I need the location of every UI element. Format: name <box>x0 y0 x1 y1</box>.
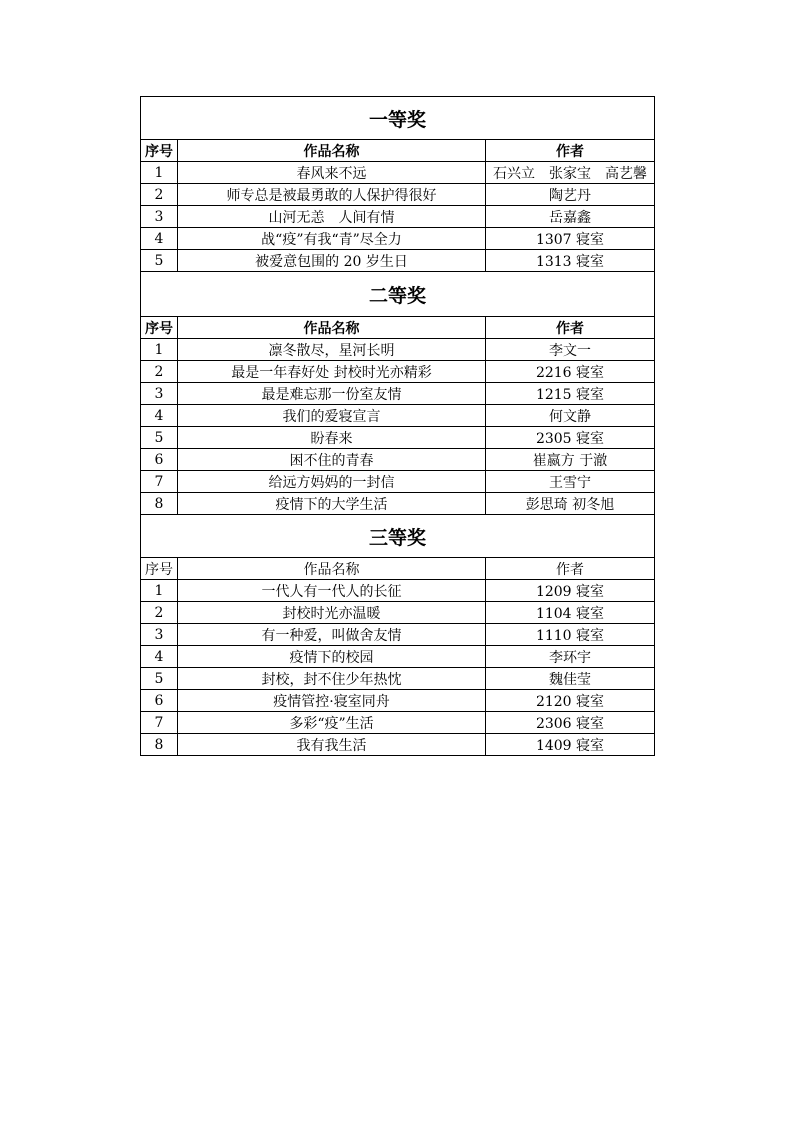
table-row <box>141 184 655 206</box>
table-row <box>141 602 655 624</box>
header-title: 作品名称 <box>178 317 486 339</box>
table-row <box>141 383 655 405</box>
second-prize-title: 二等奖 <box>141 272 655 317</box>
second-prize-header-row <box>141 317 655 339</box>
row-title: 疫情下的大学生活 <box>178 493 486 515</box>
second-prize-section-row <box>141 272 655 317</box>
row-title: 山河无恙 人间有情 <box>178 206 486 228</box>
row-author: 1209 寝室 <box>486 580 655 602</box>
row-title: 给远方妈妈的一封信 <box>178 471 486 493</box>
header-no: 序号 <box>141 558 178 580</box>
table-row <box>141 206 655 228</box>
table-row <box>141 646 655 668</box>
table-row <box>141 361 655 383</box>
row-title: 最是一年春好处 封校时光亦精彩 <box>178 361 486 383</box>
row-author: 1307 寝室 <box>486 228 655 250</box>
first-prize-title: 一等奖 <box>141 97 655 140</box>
row-author: 何文静 <box>486 405 655 427</box>
row-no: 8 <box>141 734 178 756</box>
row-no: 1 <box>141 580 178 602</box>
row-title: 疫情管控·寝室同舟 <box>178 690 486 712</box>
row-author: 岳嘉鑫 <box>486 206 655 228</box>
third-prize-section-row <box>141 515 655 558</box>
row-author: 石兴立 张家宝 高艺馨 <box>486 162 655 184</box>
table-row <box>141 668 655 690</box>
row-no: 4 <box>141 405 178 427</box>
row-author: 2306 寝室 <box>486 712 655 734</box>
row-no: 2 <box>141 602 178 624</box>
row-title: 春风来不远 <box>178 162 486 184</box>
row-author: 陶艺丹 <box>486 184 655 206</box>
row-no: 8 <box>141 493 178 515</box>
row-no: 3 <box>141 206 178 228</box>
first-prize-header-row <box>141 140 655 162</box>
row-title: 战“疫”有我“青”尽全力 <box>178 228 486 250</box>
row-title: 被爱意包围的 20 岁生日 <box>178 250 486 272</box>
row-no: 7 <box>141 712 178 734</box>
row-author: 王雪宁 <box>486 471 655 493</box>
awards-table <box>140 96 655 756</box>
header-author: 作者 <box>486 558 655 580</box>
row-title: 盼春来 <box>178 427 486 449</box>
table-row <box>141 449 655 471</box>
row-author: 李环宇 <box>486 646 655 668</box>
row-no: 6 <box>141 690 178 712</box>
row-no: 4 <box>141 646 178 668</box>
row-author: 1110 寝室 <box>486 624 655 646</box>
table-row <box>141 250 655 272</box>
header-author: 作者 <box>486 140 655 162</box>
row-author: 李文一 <box>486 339 655 361</box>
row-author: 2120 寝室 <box>486 690 655 712</box>
row-no: 7 <box>141 471 178 493</box>
row-title: 困不住的青春 <box>178 449 486 471</box>
row-author: 1104 寝室 <box>486 602 655 624</box>
table-row <box>141 405 655 427</box>
third-prize-header-row <box>141 558 655 580</box>
header-author: 作者 <box>486 317 655 339</box>
row-title: 封校，封不住少年热忱 <box>178 668 486 690</box>
row-no: 3 <box>141 383 178 405</box>
row-no: 4 <box>141 228 178 250</box>
table-row <box>141 162 655 184</box>
table-row <box>141 493 655 515</box>
table-row <box>141 734 655 756</box>
row-no: 2 <box>141 361 178 383</box>
row-title: 多彩“疫”生活 <box>178 712 486 734</box>
row-no: 2 <box>141 184 178 206</box>
row-author: 1409 寝室 <box>486 734 655 756</box>
row-author: 魏佳莹 <box>486 668 655 690</box>
row-no: 5 <box>141 427 178 449</box>
row-title: 有一种爱，叫做舍友情 <box>178 624 486 646</box>
table-row <box>141 471 655 493</box>
row-author: 2216 寝室 <box>486 361 655 383</box>
row-title: 疫情下的校园 <box>178 646 486 668</box>
third-prize-title: 三等奖 <box>141 515 655 558</box>
row-author: 2305 寝室 <box>486 427 655 449</box>
table-row <box>141 580 655 602</box>
row-title: 一代人有一代人的长征 <box>178 580 486 602</box>
row-no: 1 <box>141 339 178 361</box>
row-title: 我们的爱寝宣言 <box>178 405 486 427</box>
row-title: 凛冬散尽，星河长明 <box>178 339 486 361</box>
row-title: 最是难忘那一份室友情 <box>178 383 486 405</box>
table-row <box>141 228 655 250</box>
row-no: 5 <box>141 250 178 272</box>
row-author: 1313 寝室 <box>486 250 655 272</box>
row-no: 1 <box>141 162 178 184</box>
header-title: 作品名称 <box>178 558 486 580</box>
table-row <box>141 712 655 734</box>
table-row <box>141 339 655 361</box>
header-no: 序号 <box>141 317 178 339</box>
row-title: 封校时光亦温暖 <box>178 602 486 624</box>
row-title: 师专总是被最勇敢的人保护得很好 <box>178 184 486 206</box>
table-row <box>141 690 655 712</box>
table-row <box>141 427 655 449</box>
row-no: 6 <box>141 449 178 471</box>
row-no: 5 <box>141 668 178 690</box>
row-author: 1215 寝室 <box>486 383 655 405</box>
first-prize-section-row <box>141 97 655 140</box>
header-title: 作品名称 <box>178 140 486 162</box>
row-title: 我有我生活 <box>178 734 486 756</box>
row-no: 3 <box>141 624 178 646</box>
row-author: 崔嬴方 于澈 <box>486 449 655 471</box>
header-no: 序号 <box>141 140 178 162</box>
row-author: 彭思琦 初冬旭 <box>486 493 655 515</box>
table-row <box>141 624 655 646</box>
